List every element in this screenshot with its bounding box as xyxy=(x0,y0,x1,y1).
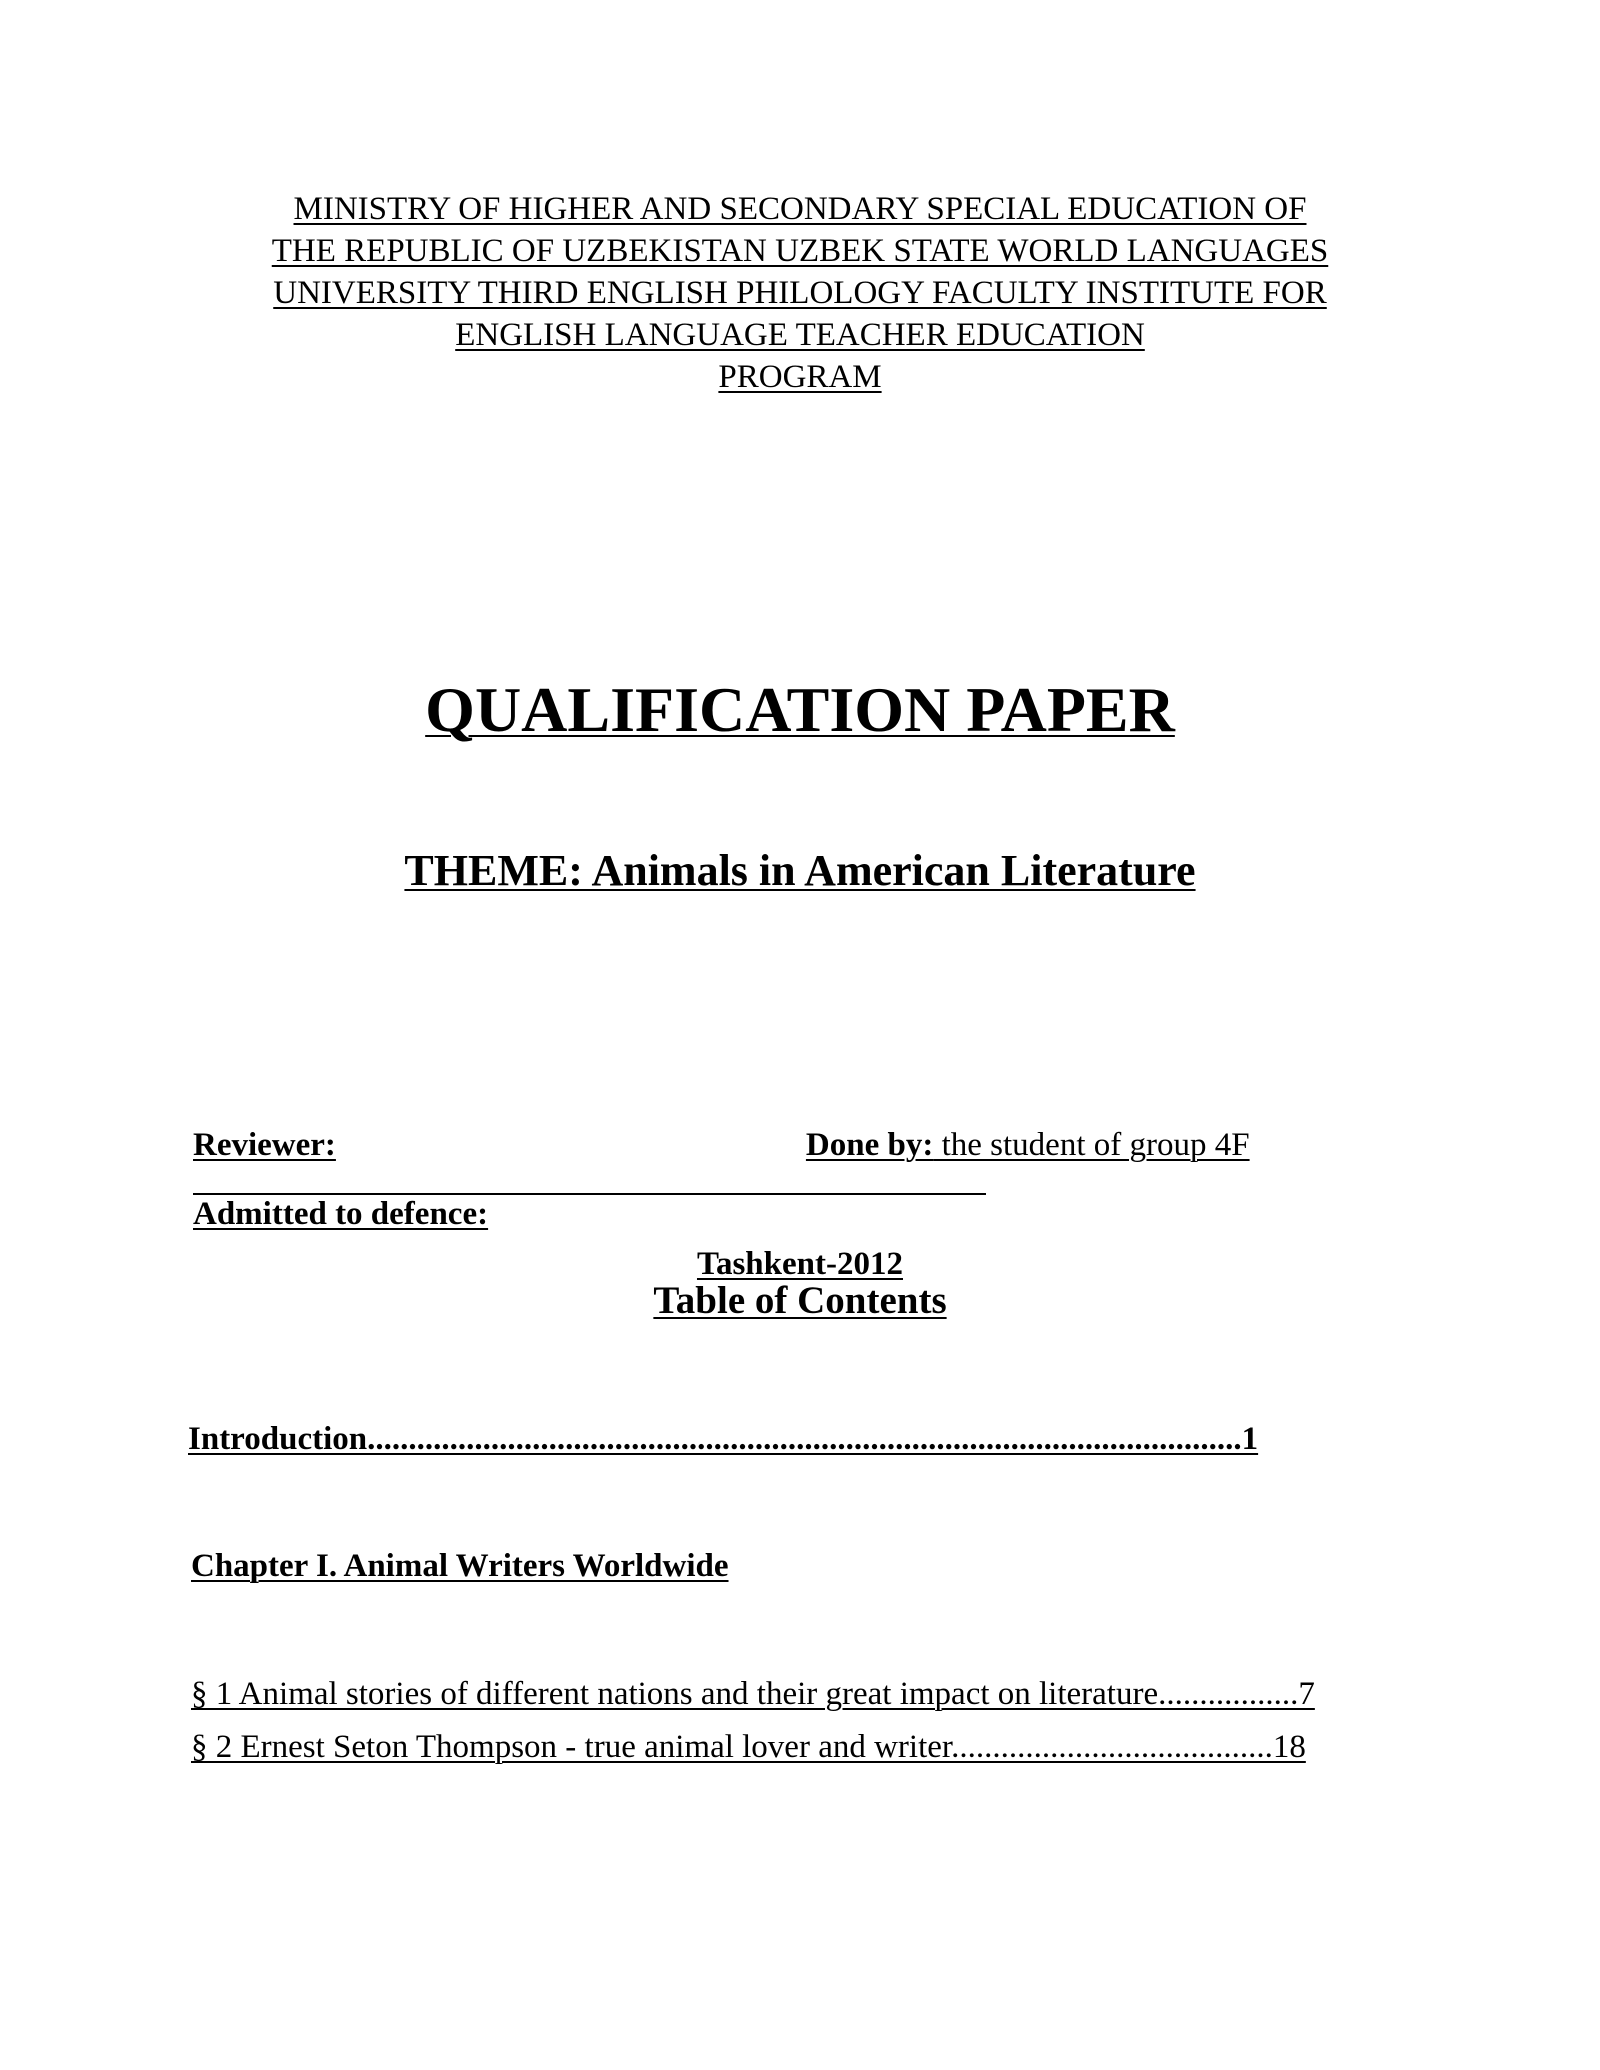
ministry-line: PROGRAM xyxy=(718,359,882,395)
ministry-line: MINISTRY OF HIGHER AND SECONDARY SPECIAL EDUCATION OF xyxy=(293,191,1307,227)
toc-entry-section-1: § 1 Animal stories of different nations and their great impact on literature.................7 xyxy=(191,1676,1315,1712)
toc-heading: Table of Contents xyxy=(653,1279,947,1322)
paper-title: QUALIFICATION PAPER xyxy=(425,674,1175,745)
admitted-label: Admitted to defence: xyxy=(193,1196,489,1232)
city-year: Tashkent-2012 xyxy=(696,1246,903,1282)
ministry-line: ENGLISH LANGUAGE TEACHER EDUCATION xyxy=(455,317,1145,353)
toc-entry-chapter-1: Chapter I. Animal Writers Worldwide xyxy=(191,1548,729,1584)
signature-row xyxy=(193,1124,1250,1166)
done-by-label: Done by: xyxy=(805,1127,934,1163)
toc-entry-section-2: § 2 Ernest Seton Thompson - true animal lover and writer.......................................18 xyxy=(191,1729,1306,1765)
done-by-value: the student of group 4F xyxy=(933,1127,1250,1163)
ministry-header xyxy=(240,188,1360,398)
reviewer-label: Reviewer: xyxy=(193,1127,336,1163)
reviewer-blank-line xyxy=(336,1153,806,1155)
ministry-line: THE REPUBLIC OF UZBEKISTAN UZBEK STATE WORLD LANGUAGES xyxy=(271,233,1329,269)
ministry-line: UNIVERSITY THIRD ENGLISH PHILOLOGY FACULTY INSTITUTE FOR xyxy=(273,275,1327,311)
paper-theme: THEME: Animals in American Literature xyxy=(404,846,1196,895)
toc-entry-introduction: Introduction..........................................................................................................1 xyxy=(188,1421,1259,1457)
